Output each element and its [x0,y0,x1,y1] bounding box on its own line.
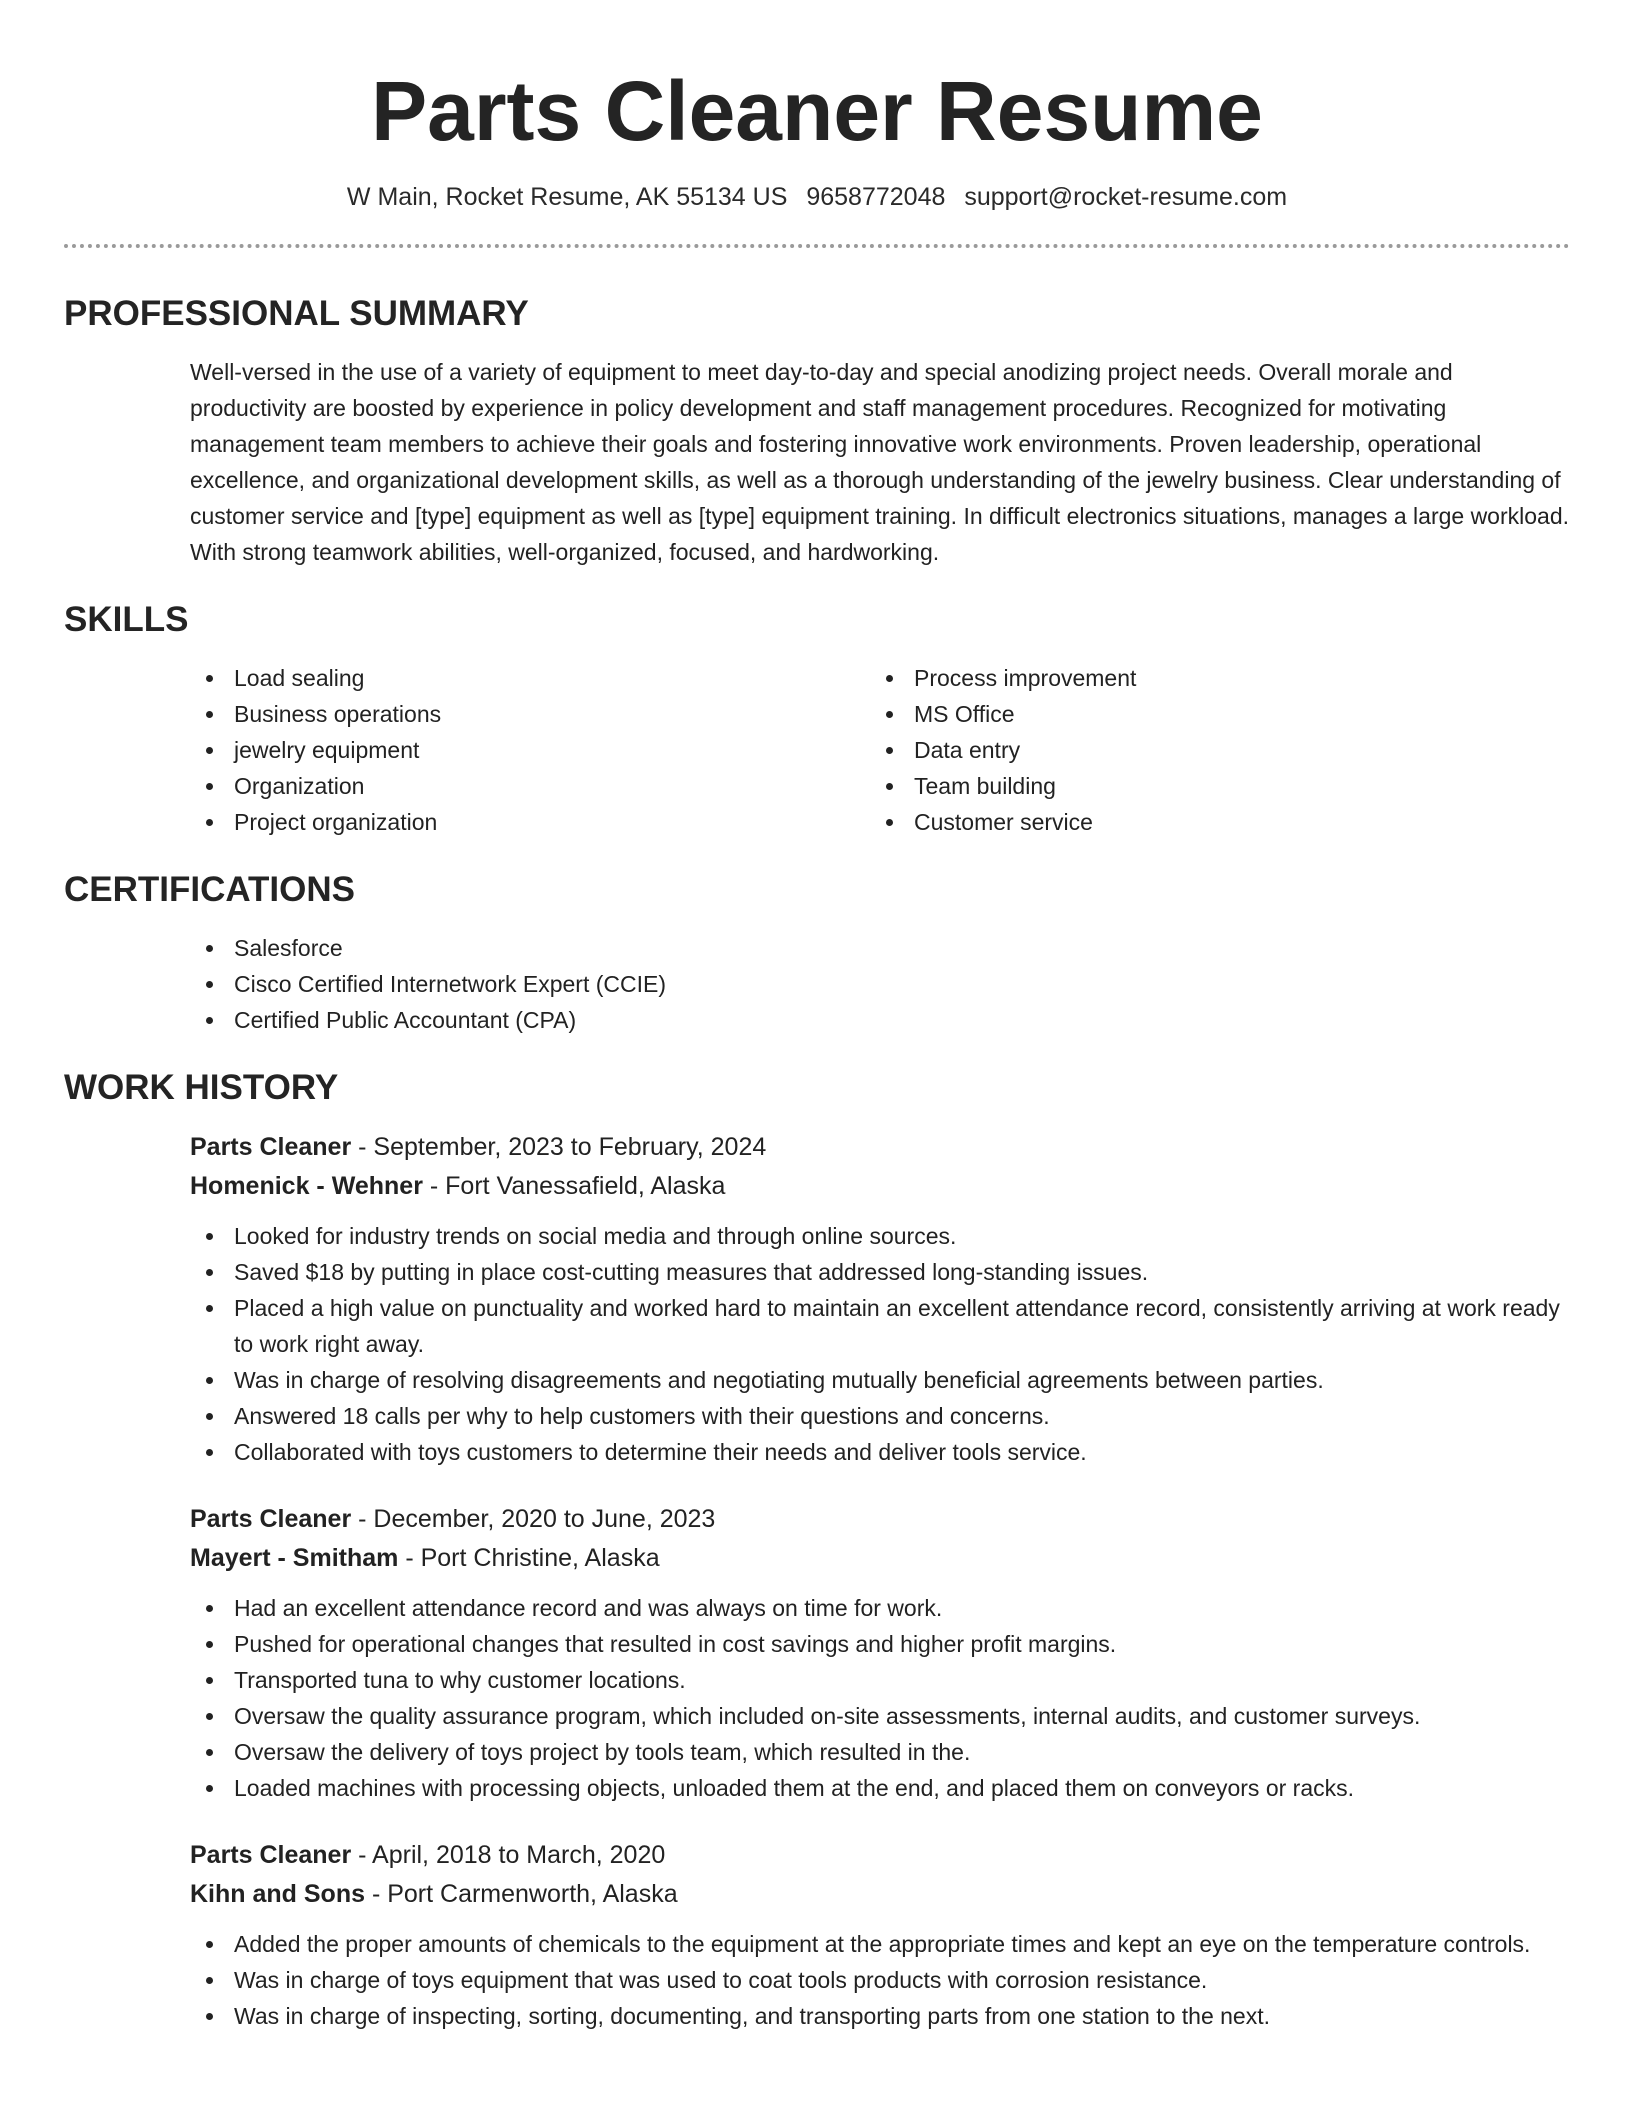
job-duty: Had an excellent attendance record and was always on time for work. [190,1590,1570,1626]
resume-title: Parts Cleaner Resume [371,64,1263,158]
skill-item: Process improvement [870,660,1550,696]
resume-page [64,0,1570,2034]
job-duty: Collaborated with toys customers to determine their needs and deliver tools service. [190,1434,1570,1470]
skill-item: Project organization [190,804,870,840]
job-duties [190,1926,1570,2034]
summary-heading: PROFESSIONAL SUMMARY [64,294,529,333]
skill-item: MS Office [870,696,1550,732]
job-location: - Port Christine, Alaska [398,1544,660,1572]
job-duty: Was in charge of toys equipment that was used to coat tools products with corrosion resistance. [190,1962,1570,1998]
job-company-line [190,1539,1570,1578]
job-duty: Transported tuna to why customer locations. [190,1662,1570,1698]
certifications-list [190,930,1570,1038]
job-title: Parts Cleaner [190,1841,352,1869]
job-company-line [190,1167,1570,1206]
skill-item: Load sealing [190,660,870,696]
job-duty: Answered 18 calls per why to help customers with their questions and concerns. [190,1398,1570,1434]
job-location: - Port Carmenworth, Alaska [365,1880,678,1908]
job-company-line [190,1875,1570,1914]
job-title-line [190,1500,1570,1539]
job-title: Parts Cleaner [190,1133,352,1161]
job-company: Homenick - Wehner [190,1172,423,1200]
skill-item: Customer service [870,804,1550,840]
contact-email: support@rocket-resume.com [964,183,1288,211]
skill-item: Business operations [190,696,870,732]
certifications-section [64,930,1570,1038]
job-duty: Was in charge of resolving disagreements and negotiating mutually beneficial agreements between parties. [190,1362,1570,1398]
job-location: - Fort Vanessafield, Alaska [422,1172,726,1200]
job-duty: Added the proper amounts of chemicals to the equipment at the appropriate times and kept an eye on the temperature controls. [190,1926,1570,1962]
job-dates: - September, 2023 to February, 2024 [351,1133,767,1161]
job-entry [190,1128,1570,1470]
job-duty: Saved $18 by putting in place cost-cutting measures that addressed long-standing issues. [190,1254,1570,1290]
certification-item: Cisco Certified Internetwork Expert (CCIE) [190,966,1570,1002]
summary-section [64,354,1570,570]
job-title-line [190,1128,1570,1167]
job-company: Mayert - Smitham [190,1544,399,1572]
skills-left-column [190,660,870,840]
summary-text: Well-versed in the use of a variety of equipment to meet day-to-day and special anodizing project needs. Overall morale and productivity are boosted by experience in policy development and staff management procedures. Recognized for motivating management team members to achieve their goals and fostering innovative work environments. Proven leadership, operational excellence, and organizational development skills, as well as a thorough understanding of the jewelry business. Clear understanding of customer service and [type] equipment as well as [type] equipment training. In difficult electronics situations, manages a large workload. With strong teamwork abilities, well-organized, focused, and hardworking. [190,359,1570,565]
job-company: Kihn and Sons [190,1880,365,1908]
skill-item: jewelry equipment [190,732,870,768]
job-duty: Oversaw the quality assurance program, which included on-site assessments, internal audits, and customer surveys. [190,1698,1570,1734]
skills-grid [190,660,1570,840]
job-duties [190,1590,1570,1806]
certification-item: Salesforce [190,930,1570,966]
job-title: Parts Cleaner [190,1505,352,1533]
job-title-line [190,1836,1570,1875]
job-dates: - December, 2020 to June, 2023 [351,1505,716,1533]
job-duty: Pushed for operational changes that resulted in cost savings and higher profit margins. [190,1626,1570,1662]
certification-item: Certified Public Accountant (CPA) [190,1002,1570,1038]
job-entry [190,1836,1570,2034]
job-duty: Oversaw the delivery of toys project by tools team, which resulted in the. [190,1734,1570,1770]
job-duties [190,1218,1570,1470]
job-entry [190,1500,1570,1806]
skills-section [64,660,1570,840]
certifications-heading: CERTIFICATIONS [64,870,356,909]
job-duty: Loaded machines with processing objects, unloaded them at the end, and placed them on conveyors or racks. [190,1770,1570,1806]
header-divider [64,244,1570,248]
skill-item: Data entry [870,732,1550,768]
contact-phone: 9658772048 [806,183,946,211]
job-dates: - April, 2018 to March, 2020 [351,1841,666,1869]
job-duty: Looked for industry trends on social media and through online sources. [190,1218,1570,1254]
job-duty: Was in charge of inspecting, sorting, documenting, and transporting parts from one station to the next. [190,1998,1570,2034]
work-history-heading: WORK HISTORY [64,1068,339,1107]
job-duty: Placed a high value on punctuality and worked hard to maintain an excellent attendance record, consistently arriving at work ready to work right away. [190,1290,1570,1362]
work-history-section [64,1128,1570,2034]
contact-line [64,180,1570,214]
skill-item: Organization [190,768,870,804]
contact-address: W Main, Rocket Resume, AK 55134 US [346,183,788,211]
skills-heading: SKILLS [64,600,189,639]
skill-item: Team building [870,768,1550,804]
skills-right-column [870,660,1550,840]
